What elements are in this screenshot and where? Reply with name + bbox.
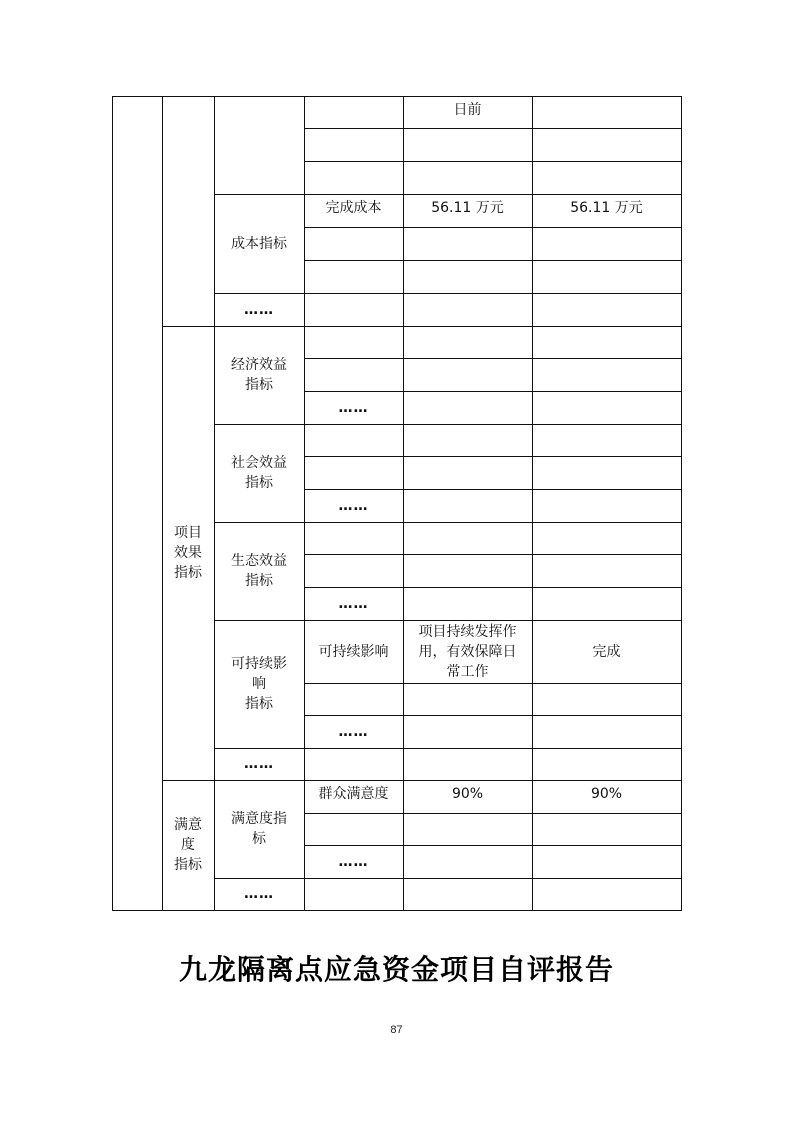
- report-title: 九龙隔离点应急资金项目自评报告: [178, 953, 614, 986]
- row-line: [304, 161, 682, 162]
- group-label-satisfaction: 满意 度 指标: [174, 817, 202, 873]
- row-line: [304, 227, 682, 228]
- ellipsis: ……: [338, 723, 369, 740]
- row-line: [304, 683, 682, 684]
- ellipsis: ……: [338, 497, 369, 514]
- col-line: [112, 96, 113, 911]
- group-label-effect: 项目 效果 指标: [174, 525, 202, 581]
- target-value: 56.11 万元: [431, 200, 504, 216]
- group-label-sustainable: 可持续影 响 指标: [231, 656, 287, 712]
- ellipsis: ……: [244, 301, 274, 318]
- metric-name: 可持续影响: [318, 643, 389, 660]
- target-cell: 日前: [453, 102, 482, 118]
- target-value: 90%: [451, 786, 484, 802]
- group-label-cost: 成本指标: [231, 235, 287, 252]
- row-line: [304, 260, 682, 261]
- table-border-top: [112, 96, 682, 97]
- ellipsis: ……: [338, 399, 369, 416]
- subgroup-label-satisfaction: 满意度指 标: [231, 811, 287, 847]
- actual-value: 56.11 万元: [570, 200, 643, 216]
- group-label-ecological: 生态效益 指标: [231, 553, 287, 589]
- target-value: 项目持续发挥作 用，有效保障日 常工作: [418, 623, 517, 680]
- row-line: [304, 456, 682, 457]
- col-line: [681, 96, 682, 911]
- metric-name: 群众满意度: [318, 786, 389, 802]
- page-number: 87: [390, 1024, 403, 1036]
- row-line: [304, 813, 682, 814]
- metric-name: 完成成本: [325, 200, 382, 216]
- actual-value: 完成: [592, 643, 621, 660]
- ellipsis: ……: [338, 595, 369, 612]
- actual-value: 90%: [590, 786, 623, 802]
- ellipsis: ……: [338, 853, 369, 870]
- row-line: [304, 554, 682, 555]
- ellipsis: ……: [244, 886, 274, 902]
- row-line: [304, 128, 682, 129]
- group-label-economic: 经济效益 指标: [231, 357, 287, 393]
- ellipsis: ……: [244, 756, 274, 772]
- group-label-social: 社会效益 指标: [231, 455, 287, 491]
- table-border-bottom: [112, 910, 682, 911]
- row-line: [304, 358, 682, 359]
